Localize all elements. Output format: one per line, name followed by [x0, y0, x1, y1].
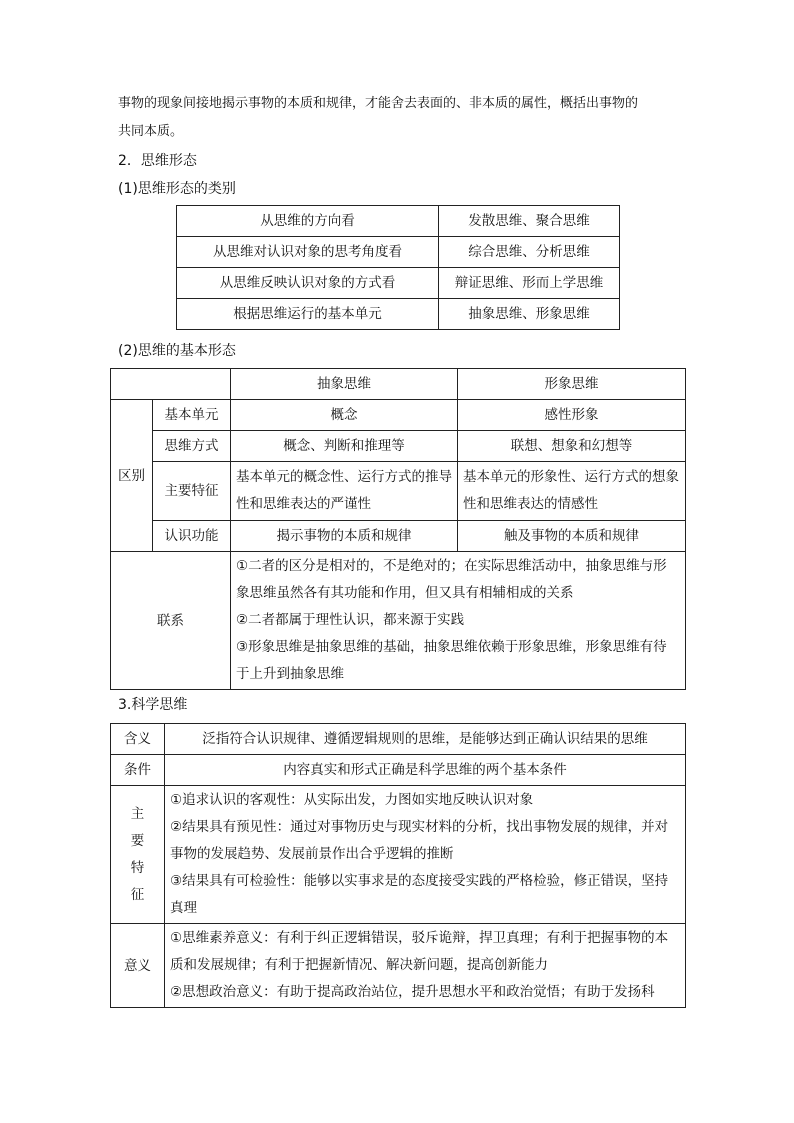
scientific-thinking-table: [110, 723, 686, 1008]
table-row: [111, 755, 686, 786]
subheading-form-categories: (1)思维形态的类别: [118, 181, 236, 197]
category-basis: 根据思维运行的基本单元: [177, 299, 439, 330]
table-row: [111, 431, 686, 462]
condition-label: 条件: [111, 755, 165, 786]
feature-1: ①追求认识的客观性：从实际出发，力图如实地反映认识对象: [170, 792, 534, 808]
significance-2: ②思想政治意义：有助于提高政治站位，提升思想水平和政治觉悟；有助于发扬科: [170, 984, 655, 1000]
difference-label: 区别: [111, 400, 153, 552]
table-row: [111, 400, 686, 431]
connection-point-2: ②二者都属于理性认识，都来源于实践: [236, 612, 465, 628]
intro-line-2: 共同本质。: [118, 124, 184, 139]
row-label: 思维方式: [153, 431, 231, 462]
feature-2: ②结果具有预见性：通过对事物历史与现实材料的分析，找出事物发展的规律，并对事物的发展趋势、发展前景作出合乎逻辑的推断: [170, 819, 669, 862]
subheading-basic-forms: (2)思维的基本形态: [118, 343, 236, 359]
abstract-cell: 基本单元的概念性、运行方式的推导性和思维表达的严谨性: [231, 462, 458, 521]
table-row: [177, 206, 620, 237]
abstract-cell: 揭示事物的本质和规律: [231, 521, 458, 552]
category-types: 发散思维、聚合思维: [439, 206, 620, 237]
image-cell: 感性形象: [458, 400, 686, 431]
connection-content: [231, 552, 686, 690]
row-label: 认识功能: [153, 521, 231, 552]
thinking-categories-table: [176, 205, 620, 330]
table-row: [177, 237, 620, 268]
significance-label: 意义: [111, 924, 165, 1008]
table-row: [111, 724, 686, 755]
category-basis: 从思维的方向看: [177, 206, 439, 237]
category-types: 综合思维、分析思维: [439, 237, 620, 268]
significance-1: ①思维素养意义：有利于纠正逻辑错误，驳斥诡辩，捍卫真理；有利于把握事物的本质和发展规律；有利于把握新情况、解决新问题，提高创新能力: [170, 930, 669, 973]
category-types: 抽象思维、形象思维: [439, 299, 620, 330]
condition-cell: 内容真实和形式正确是科学思维的两个基本条件: [165, 755, 686, 786]
table-row: [177, 268, 620, 299]
basic-forms-table: [110, 368, 686, 690]
image-cell: 基本单元的形象性、运行方式的想象性和思维表达的情感性: [458, 462, 686, 521]
table-row: [111, 786, 686, 924]
table-row: [111, 521, 686, 552]
table-header-row: [111, 369, 686, 400]
abstract-cell: 概念: [231, 400, 458, 431]
connection-point-3: ③形象思维是抽象思维的基础，抽象思维依赖于形象思维，形象思维有待于上升到抽象思维: [236, 639, 667, 682]
column-header-abstract: 抽象思维: [231, 369, 458, 400]
row-label: 基本单元: [153, 400, 231, 431]
column-header-image: 形象思维: [458, 369, 686, 400]
row-label: 主要特征: [153, 462, 231, 521]
table-row: [177, 299, 620, 330]
category-basis: 从思维反映认识对象的方式看: [177, 268, 439, 299]
intro-line-1: 事物的现象间接地揭示事物的本质和规律，才能舍去表面的、非本质的属性，概括出事物的: [118, 96, 639, 111]
features-content: [165, 786, 686, 924]
connection-label: 联系: [111, 552, 231, 690]
image-cell: 触及事物的本质和规律: [458, 521, 686, 552]
table-row: [111, 462, 686, 521]
feature-3: ③结果具有可检验性：能够以实事求是的态度接受实践的严格检验，修正错误，坚持真理: [170, 873, 669, 916]
meaning-cell: 泛指符合认识规律、遵循逻辑规则的思维，是能够达到正确认识结果的思维: [165, 724, 686, 755]
features-label: 主要特征: [111, 786, 165, 924]
connection-point-1: ①二者的区分是相对的，不是绝对的；在实际思维活动中，抽象思维与形象思维虽然各有其功能和作用，但又具有相辅相成的关系: [236, 558, 667, 601]
category-types: 辩证思维、形而上学思维: [439, 268, 620, 299]
significance-content: [165, 924, 686, 1008]
table-row: [111, 552, 686, 690]
table-row: [111, 924, 686, 1008]
section-heading-thinking-forms: 2．思维形态: [118, 153, 197, 169]
section-heading-scientific-thinking: 3.科学思维: [118, 697, 188, 713]
header-corner-cell: [111, 369, 231, 400]
meaning-label: 含义: [111, 724, 165, 755]
category-basis: 从思维对认识对象的思考角度看: [177, 237, 439, 268]
abstract-cell: 概念、判断和推理等: [231, 431, 458, 462]
image-cell: 联想、想象和幻想等: [458, 431, 686, 462]
